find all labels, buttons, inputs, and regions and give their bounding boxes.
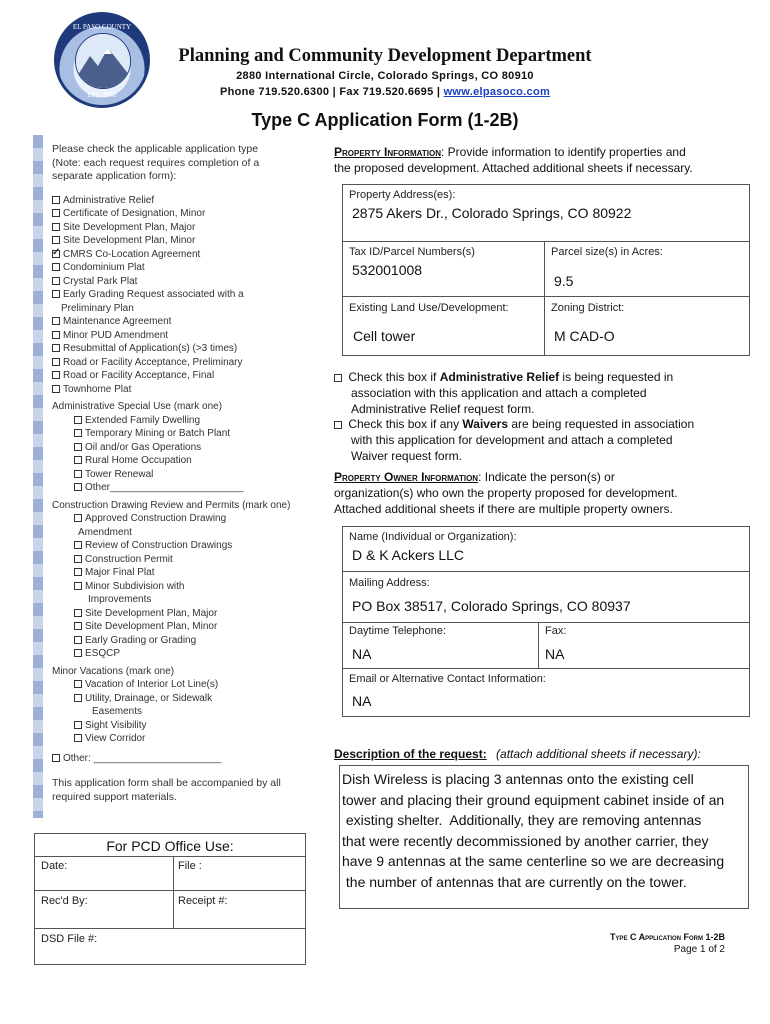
owner-info-heading: Property Owner Information xyxy=(334,470,479,484)
checkbox-icon[interactable] xyxy=(52,754,60,762)
intro-line-1: Please check the applicable application type xyxy=(52,143,259,155)
checkbox-icon[interactable] xyxy=(74,636,82,644)
option-label: Minor PUD Amendment xyxy=(63,329,169,341)
option-label: Resubmittal of Application(s) (>3 times) xyxy=(63,343,238,354)
admin-special-list xyxy=(52,414,312,495)
vacation-option[interactable] xyxy=(52,678,312,692)
vacation-option[interactable] xyxy=(52,732,312,746)
application-type-option[interactable] xyxy=(52,194,312,208)
owner-name-field[interactable]: D & K Ackers LLC xyxy=(352,547,465,563)
divider xyxy=(343,241,749,242)
checkbox-icon[interactable] xyxy=(74,514,82,522)
owner-info-box xyxy=(342,526,750,717)
description-hint: (attach additional sheets if necessary): xyxy=(496,747,701,761)
checkbox-icon[interactable] xyxy=(52,385,60,393)
checkbox-icon[interactable] xyxy=(74,555,82,563)
application-type-option[interactable] xyxy=(52,261,312,275)
description-line: the number of antennas that are currently on the tower. xyxy=(342,873,687,890)
mailing-field[interactable]: PO Box 38517, Colorado Springs, CO 80937 xyxy=(352,598,631,614)
admin-special-option[interactable] xyxy=(52,481,312,495)
option-label: Vacation of Interior Lot Line(s) xyxy=(85,679,219,690)
application-type-option[interactable] xyxy=(52,329,312,343)
checkbox-icon[interactable] xyxy=(74,582,82,590)
divider xyxy=(343,571,749,572)
checkbox-icon[interactable] xyxy=(52,263,60,271)
admin-special-option[interactable] xyxy=(52,468,312,482)
option-label: CMRS Co-Location Agreement xyxy=(63,248,201,260)
construction-option[interactable] xyxy=(52,566,312,580)
option-label: View Corridor xyxy=(85,733,146,744)
application-type-option[interactable] xyxy=(52,383,312,397)
footer-page: Page 1 of 2 xyxy=(673,944,725,955)
admin-special-option[interactable] xyxy=(52,414,312,428)
checkbox-icon[interactable] xyxy=(52,371,60,379)
tax-id-label: Tax ID/Parcel Numbers(s) xyxy=(349,246,475,258)
option-label: Other________________________ xyxy=(85,482,244,493)
application-type-option[interactable] xyxy=(52,288,312,302)
owner-name-label: Name (Individual or Organization): xyxy=(349,531,517,543)
department-address: 2880 International Circle, Colorado Springs, CO 80910 xyxy=(236,70,534,82)
office-date-label: Date: xyxy=(41,860,68,872)
divider xyxy=(35,856,305,857)
checkbox-icon[interactable] xyxy=(74,609,82,617)
option-label: Site Development Plan, Minor xyxy=(63,235,196,246)
option-label: Oil and/or Gas Operations xyxy=(85,441,202,453)
option-label: Utility, Drainage, or Sidewalk xyxy=(85,692,213,704)
other-type-option[interactable] xyxy=(52,752,312,766)
intro-line-2: (Note: each request requires completion of a xyxy=(52,156,260,169)
owner-info-text-1: Indicate the person(s) or xyxy=(481,470,615,484)
construction-option[interactable] xyxy=(52,512,312,526)
application-type-option[interactable] xyxy=(52,275,312,289)
description-line: existing shelter. Additionally, they are removing antennas xyxy=(342,812,702,828)
option-label: Condominium Plat xyxy=(63,262,145,273)
option-label: ESQCP xyxy=(85,648,121,659)
department-contact xyxy=(0,86,770,98)
option-label: Tower Renewal xyxy=(85,468,154,480)
check-text: are being requested in association xyxy=(508,417,695,431)
application-type-option[interactable] xyxy=(52,356,312,370)
check-text: is being requested in xyxy=(559,370,674,384)
checkbox-icon[interactable] xyxy=(74,721,82,729)
check-bold-text: Waivers xyxy=(462,417,508,431)
waivers-checkbox[interactable] xyxy=(334,421,342,429)
admin-relief-checkbox[interactable] xyxy=(334,374,342,382)
option-label: Site Development Plan, Minor xyxy=(85,621,218,632)
option-label: Extended Family Dwelling xyxy=(85,414,201,426)
divider xyxy=(544,241,545,355)
option-label: Temporary Mining or Batch Plant xyxy=(85,428,231,439)
check-text: Check this box if xyxy=(348,370,440,384)
other-type-label: Other: _______________________ xyxy=(63,752,222,764)
office-receipt-label: Receipt #: xyxy=(178,895,228,907)
application-type-panel xyxy=(52,143,312,804)
checkbox-icon[interactable] xyxy=(74,416,82,424)
check-text: Waiver request form. xyxy=(351,449,462,463)
construction-option[interactable] xyxy=(52,647,312,661)
office-recd-label: Rec'd By: xyxy=(41,895,88,907)
zoning-label: Zoning District: xyxy=(551,302,625,314)
divider xyxy=(343,296,749,297)
tax-id-field[interactable]: 532001008 xyxy=(352,262,423,278)
department-title: Planning and Community Development Department xyxy=(178,46,592,66)
construction-option[interactable] xyxy=(52,539,312,553)
option-label: Early Grading or Grading xyxy=(85,634,197,646)
option-label: Site Development Plan, Major xyxy=(85,607,218,619)
address-label: Property Address(es): xyxy=(349,189,456,201)
zoning-field[interactable]: M CAD-O xyxy=(554,328,615,344)
office-file-label: File : xyxy=(178,860,202,872)
property-info-box xyxy=(342,184,750,356)
construction-option[interactable] xyxy=(52,620,312,634)
option-label: Site Development Plan, Major xyxy=(63,221,196,233)
application-type-option[interactable] xyxy=(52,342,312,356)
checkbox-icon[interactable] xyxy=(74,694,82,702)
checkbox-icon[interactable] xyxy=(52,250,60,258)
option-label: Administrative Relief xyxy=(63,194,155,206)
owner-info-text-3: Attached additional sheets if there are multiple property owners. xyxy=(334,502,673,516)
description-heading-row xyxy=(334,746,754,762)
property-info-heading: Property Information xyxy=(334,145,441,159)
divider xyxy=(35,928,305,929)
option-label-continued: Improvements xyxy=(88,594,152,605)
vacation-option[interactable] xyxy=(52,692,312,706)
owner-info-text-2: organization(s) who own the property proposed for development. xyxy=(334,486,678,500)
left-decorative-bar xyxy=(33,135,43,818)
admin-special-option[interactable] xyxy=(52,427,312,441)
divider xyxy=(343,668,749,669)
check-text: association with this application and attach a completed xyxy=(351,386,647,400)
description-line: that were recently decommissioned by another carrier, they xyxy=(342,832,709,849)
checkbox-icon[interactable] xyxy=(52,277,60,285)
option-label: Rural Home Occupation xyxy=(85,455,192,466)
option-label: Certificate of Designation, Minor xyxy=(63,208,206,219)
option-label: Maintenance Agreement xyxy=(63,316,172,327)
mailing-label: Mailing Address: xyxy=(349,577,430,589)
description-text xyxy=(340,766,748,892)
divider xyxy=(343,622,749,623)
admin-special-option[interactable] xyxy=(52,454,312,468)
description-field[interactable] xyxy=(339,765,749,909)
parcel-size-label: Parcel size(s) in Acres: xyxy=(551,246,663,258)
admin-special-title: Administrative Special Use (mark one) xyxy=(52,401,223,412)
description-line: tower and placing their ground equipment cabinet inside of an xyxy=(342,791,725,808)
phone-field[interactable]: NA xyxy=(352,646,372,662)
admin-relief-check xyxy=(334,369,754,417)
office-dsd-label: DSD File #: xyxy=(41,933,98,945)
heading-colon: : xyxy=(478,470,482,484)
checkbox-icon[interactable] xyxy=(52,196,60,204)
application-type-option[interactable] xyxy=(52,221,312,235)
construction-option[interactable] xyxy=(52,580,312,594)
check-text: Check this box if any xyxy=(348,417,463,431)
heading-colon: : xyxy=(440,145,445,159)
option-label: Early Grading Request associated with a xyxy=(63,289,244,300)
check-text: with this application for development and attach a completed xyxy=(351,433,673,447)
application-type-option[interactable] xyxy=(52,248,312,262)
option-label-continued: Preliminary Plan xyxy=(61,302,134,314)
property-info-intro xyxy=(334,144,744,176)
footer-form-name: Type C Application Form 1-2B xyxy=(609,932,725,942)
construction-option[interactable] xyxy=(52,553,312,567)
construction-title: Construction Drawing Review and Permits (mark one) xyxy=(52,499,291,511)
admin-special-option[interactable] xyxy=(52,441,312,455)
option-label: Road or Facility Acceptance, Preliminary xyxy=(63,356,243,368)
description-line: Dish Wireless is placing 3 antennas onto the existing cell xyxy=(342,771,694,787)
option-label: Sight Visibility xyxy=(85,719,147,731)
check-text: Administrative Relief request form. xyxy=(351,402,535,416)
checkbox-icon[interactable] xyxy=(52,223,60,231)
vacations-title: Minor Vacations (mark one) xyxy=(52,665,175,677)
option-label: Review of Construction Drawings xyxy=(85,540,233,551)
checkbox-icon[interactable] xyxy=(52,358,60,366)
parcel-size-field[interactable]: 9.5 xyxy=(554,273,574,289)
application-type-option[interactable] xyxy=(52,369,312,383)
seal-top-text: EL PASO COUNTY xyxy=(72,23,132,31)
checkbox-icon[interactable] xyxy=(74,443,82,451)
checkbox-icon[interactable] xyxy=(74,483,82,491)
waivers-check xyxy=(334,416,754,464)
property-info-text-2: the proposed development. Attached additional sheets if necessary. xyxy=(334,161,693,175)
option-label-continued: Amendment xyxy=(78,526,132,538)
option-label-continued: Easements xyxy=(92,706,143,717)
application-type-option[interactable] xyxy=(52,207,312,221)
construction-list xyxy=(52,512,312,661)
form-title: Type C Application Form (1-2B) xyxy=(251,110,519,130)
checkbox-icon[interactable] xyxy=(74,429,82,437)
divider xyxy=(173,856,174,928)
option-label: Minor Subdivision with xyxy=(85,580,185,592)
checkbox-icon[interactable] xyxy=(74,541,82,549)
vacations-list xyxy=(52,678,312,746)
application-type-option[interactable] xyxy=(52,315,312,329)
land-use-label: Existing Land Use/Development: xyxy=(349,302,509,314)
support-note-1: This application form shall be accompanied by all xyxy=(52,777,281,789)
checkbox-icon[interactable] xyxy=(74,622,82,630)
check-bold-text: Administrative Relief xyxy=(439,370,560,384)
fax-field[interactable]: NA xyxy=(545,646,565,662)
description-heading: Description of the request: xyxy=(334,747,487,761)
office-title: For PCD Office Use: xyxy=(106,838,234,854)
option-label: Construction Permit xyxy=(85,553,173,565)
construction-option[interactable] xyxy=(52,634,312,648)
fax-label: Fax: xyxy=(545,625,567,637)
checkbox-icon[interactable] xyxy=(52,331,60,339)
email-field[interactable]: NA xyxy=(352,693,372,709)
owner-info-intro xyxy=(334,469,754,517)
office-use-box xyxy=(34,833,306,965)
option-label: Road or Facility Acceptance, Final xyxy=(63,370,215,381)
website-link[interactable]: www.elpasoco.com xyxy=(443,86,551,98)
checkbox-icon[interactable] xyxy=(74,470,82,478)
address-field[interactable]: 2875 Akers Dr., Colorado Springs, CO 80922 xyxy=(352,205,632,221)
application-type-list xyxy=(52,194,312,397)
checkbox-icon[interactable] xyxy=(52,317,60,325)
property-info-text-1: Provide information to identify properties and xyxy=(444,145,686,159)
option-label: Major Final Plat xyxy=(85,567,155,578)
intro-line-3: separate application form): xyxy=(52,170,177,182)
checkbox-icon[interactable] xyxy=(52,209,60,217)
option-label: Crystal Park Plat xyxy=(63,275,138,287)
checkbox-icon[interactable] xyxy=(52,344,60,352)
option-label: Townhome Plat xyxy=(63,383,132,395)
support-note-2: required support materials. xyxy=(52,790,177,803)
phone-fax: Phone 719.520.6300 | Fax 719.520.6695 | xyxy=(219,86,444,98)
email-label: Email or Alternative Contact Information: xyxy=(349,673,546,685)
option-label: Approved Construction Drawing xyxy=(85,513,227,524)
divider xyxy=(35,890,305,891)
vacation-option[interactable] xyxy=(52,719,312,733)
checkbox-icon[interactable] xyxy=(52,290,60,298)
checkbox-icon[interactable] xyxy=(74,734,82,742)
checkbox-icon[interactable] xyxy=(52,236,60,244)
checkbox-icon[interactable] xyxy=(74,680,82,688)
seal-bottom-text: EST. 1861 xyxy=(87,91,117,99)
land-use-field[interactable]: Cell tower xyxy=(353,328,416,344)
checkbox-icon[interactable] xyxy=(74,456,82,464)
divider xyxy=(538,622,539,668)
construction-option[interactable] xyxy=(52,607,312,621)
application-type-option[interactable] xyxy=(52,234,312,248)
description-line: have 9 antennas at the same centerline so we are decreasing xyxy=(342,853,725,869)
checkbox-icon[interactable] xyxy=(74,649,82,657)
checkbox-icon[interactable] xyxy=(74,568,82,576)
phone-label: Daytime Telephone: xyxy=(349,625,447,637)
